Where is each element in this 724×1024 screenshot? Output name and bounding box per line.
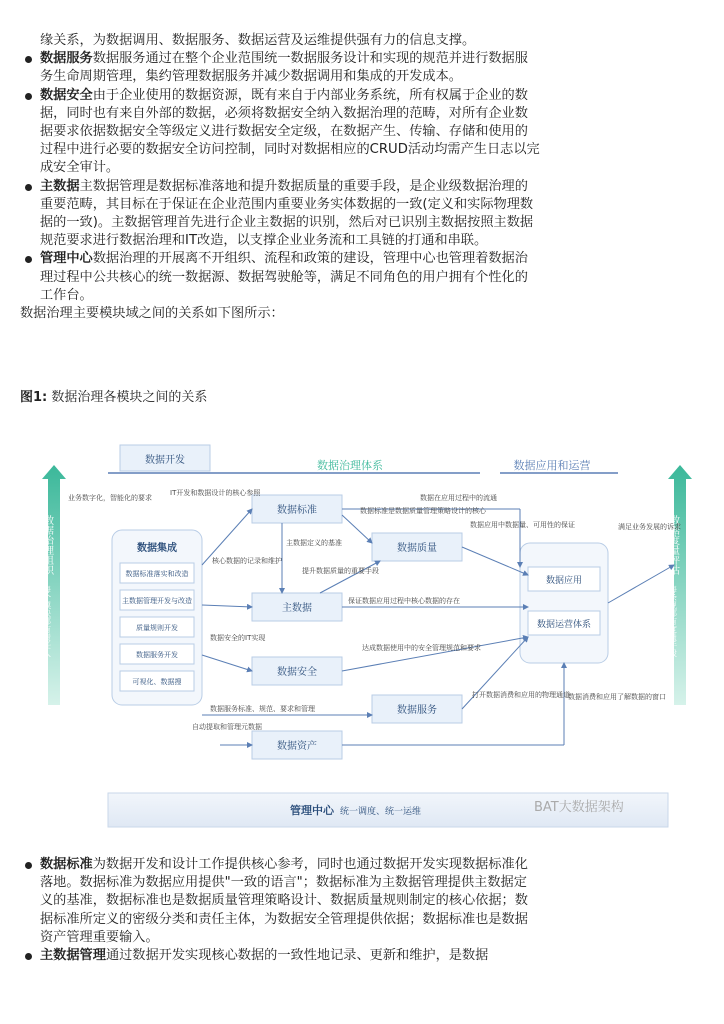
watermark: BAT大数据架构: [534, 800, 624, 815]
label-app-avail: 数据应用中数据量、可用性的保证: [470, 521, 575, 529]
bullet-dot: [25, 862, 32, 869]
data-dev-label: 数据开发: [145, 455, 185, 466]
relation-line: 数据治理主要模块域之间的关系如下图所示：: [20, 306, 284, 322]
bullet-text: 主数据管理是数据标准落地和提升数据质量的重要手段，是企业级数据治理的重要范畴，其目标在于保证在企业范围内重要业务实体数据的一致(定义和实际物理数据的一致)。主数据管理首先进行企业主数据的识别，然后对已识别主数据按照主数据规范要求进行数据治理和IT改造，以支撑企业业务流和工具链的打通和串联。: [40, 178, 534, 249]
label-sec-it: 数据安全的IT实现: [210, 634, 266, 642]
bullet-text: 数据服务通过在整个企业范围统一数据服务设计和实现的规范并进行数据服务生命周期管理，集约管理数据服务并减少数据调用和集成的开发成本。: [40, 51, 528, 85]
bullet-dot: [25, 56, 32, 63]
label-it-dev: IT开发和数据设计的核心参照: [170, 489, 261, 497]
bullet-dot: [25, 256, 32, 263]
integration-item-label: 质量规则开发: [136, 624, 178, 632]
integration-item-label: 主数据管理开发与改造: [122, 597, 192, 605]
left-bar-sub: 每个模块都有责任人: [42, 585, 52, 657]
label-core-rec: 核心数据的记录和维护: [212, 557, 282, 565]
bullet-term: 数据服务: [40, 51, 93, 67]
security-label: 数据安全: [277, 667, 317, 678]
integration-title: 数据集成: [137, 543, 177, 554]
bullet-master-data-mgmt: [20, 947, 540, 965]
label-flow: 数据在应用过程中的流通: [420, 494, 497, 502]
bullet-term: 管理中心: [40, 251, 93, 267]
bullet-text: 由于企业使用的数据资源，既有来自于内部业务系统，所有权属于企业的数据，同时也有来自外部的数据，必须将数据安全纳入数据治理的范畴，对所有企业数据要求依据数据安全等级定义进行数据安全定级，在数据产生、传输、存储和使用的过程中进行必要的数据安全访问控制，同时对数据相应的CRUD活动均需产生日志以完成安全审计。: [40, 87, 540, 176]
bullet-list-bottom: [20, 856, 540, 965]
label-std-quality: 数据标准是数据质量管理策略设计的核心: [360, 507, 486, 515]
bullet-data-security: [20, 87, 540, 178]
figure-caption-label: 图1:: [20, 390, 48, 405]
left-bar-title: 数据治理组织: [41, 515, 53, 575]
figure-caption-text: 数据治理各模块之间的关系: [51, 390, 208, 405]
label-sec-req: 达成数据使用中的安全管理规范和要求: [362, 644, 481, 652]
bullet-text: 通过数据开发实现核心数据的一致性地记录、更新和维护，是数据: [105, 948, 489, 964]
label-auto-extract: 自动提取和管理元数据: [192, 723, 262, 731]
std-label: 数据标准: [277, 505, 317, 516]
app-group: [520, 543, 608, 663]
label-improve-q: 提升数据质量的重要手段: [302, 567, 379, 575]
label-open-consume: 打开数据消费和应用的物理通道: [472, 691, 570, 699]
integration-item-label: 可视化、数据搜: [132, 678, 182, 686]
bullet-list-top: [20, 50, 540, 305]
bullet-text: 数据治理的开展离不开组织、流程和政策的建设，管理中心也管理着数据治理过程中公共核心的统一数据源、数据驾驶舱等，满足不同角色的用户拥有个性化的工作台。: [40, 251, 528, 303]
governance-system-label: 数据治理体系: [317, 459, 383, 472]
intro-line: 缘关系，为数据调用、数据服务、数据运营及运维提供强有力的信息支撑。: [40, 33, 476, 48]
service-label: 数据服务: [397, 705, 437, 716]
bullet-master-data: [20, 178, 540, 251]
integration-item-label: 数据标准落实和改造: [125, 570, 189, 578]
right-bar-sub: 每条规都有度量手段: [668, 585, 678, 657]
bullet-dot: [25, 93, 32, 100]
bullet-term: 数据标准: [40, 857, 93, 872]
app-ops-label: 数据应用和运营: [513, 459, 591, 472]
bullet-dot: [25, 953, 32, 960]
quality-label: 数据质量: [397, 543, 437, 554]
integration-items: [120, 563, 194, 691]
bullet-term: 主数据管理: [40, 948, 106, 964]
figure-caption: [20, 386, 207, 405]
label-meet-req: 满足业务发展的诉求: [618, 523, 681, 531]
label-biz-req: 业务数字化，智能化的要求: [68, 494, 152, 502]
bullet-mgmt-center: [20, 250, 540, 305]
bottom-text: [20, 856, 540, 965]
data-ops-label: 数据运营体系: [536, 620, 592, 630]
bullet-data-standard: [20, 856, 540, 947]
governance-diagram: [20, 415, 704, 835]
bullet-term: 数据安全: [40, 87, 93, 103]
bullet-data-service: [20, 50, 540, 86]
label-master-def: 主数据定义的基准: [286, 539, 342, 547]
mgmt-center-desc: 统一调度、统一运维: [340, 807, 422, 817]
integration-item-label: 数据服务开发: [136, 651, 178, 659]
mgmt-center-label: 管理中心: [290, 804, 334, 817]
right-bar-title: 数据度量评估: [667, 515, 679, 575]
bullet-term: 主数据: [40, 178, 80, 194]
data-app-label: 数据应用: [545, 576, 583, 586]
master-label: 主数据: [282, 603, 312, 614]
label-safe-ref: 保证数据应用过程中核心数据的存在: [348, 597, 460, 605]
label-svc-std: 数据服务标准、规范、要求和管理: [210, 705, 315, 713]
asset-label: 数据资产: [277, 741, 317, 752]
top-text: [20, 32, 540, 323]
bullet-text: 为数据开发和设计工作提供核心参考，同时也通过数据开发实现数据标准化落地。数据标准为数据应用提供"一致的语言"；数据标准为主数据管理提供主数据定义的基准，数据标准也是数据质量管理策略设计、数据质量规则制定的核心依据；数据标准所定义的密级分类和责任主体，为数据安全管理提供依据；数据标准也是数据资产管理重要输入。: [40, 857, 528, 945]
bullet-dot: [25, 184, 32, 191]
label-consume-window: 数据消费和应用了解数据的窗口: [568, 693, 666, 701]
